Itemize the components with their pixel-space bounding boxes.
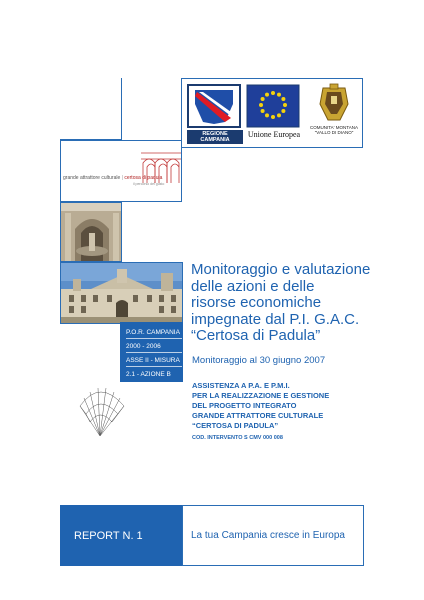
fountain-image-icon — [61, 203, 122, 262]
banner-text-3: il percorso del gusto — [133, 182, 165, 186]
programme-box — [120, 322, 183, 382]
eu-flag-icon — [246, 84, 300, 128]
programme-line-1: P.O.R. CAMPANIA — [126, 328, 182, 339]
title-line-4: impegnate dal P.I. G.A.C. — [191, 310, 360, 328]
eu-caption: Unione Europea — [247, 130, 301, 139]
assist-line-2: PER LA REALIZZAZIONE E GESTIONE — [192, 391, 330, 400]
banner-text-2: certosa di padula — [124, 175, 163, 181]
assist-code: COD. INTERVENTO S CMV 000 008 — [192, 435, 283, 441]
slogan-text: La tua Campania cresce in Europa — [191, 530, 345, 541]
title-line-3: risorse economiche — [191, 294, 322, 311]
arches-icon — [141, 145, 181, 185]
report-label: REPORT N. 1 — [74, 529, 143, 542]
comunita-logo — [306, 82, 362, 144]
comunita-caption-2: "VALLO DI DIANO" — [314, 129, 354, 135]
programme-line-3: ASSE II - MISURA — [126, 356, 182, 367]
assist-line-5: “CERTOSA DI PADULA” — [192, 421, 279, 430]
comunita-caption-1: COMUNITA' MONTANA — [310, 125, 358, 130]
regione-logo — [187, 84, 243, 142]
corner-box — [60, 78, 122, 140]
subtitle: Monitoraggio al 30 giugno 2007 — [192, 355, 326, 366]
regione-caption: REGIONE CAMPANIA — [187, 130, 243, 144]
assist-line-3: DEL PROGETTO INTEGRATO — [192, 401, 297, 410]
banner-box — [60, 140, 182, 202]
eu-logo — [246, 84, 302, 142]
fan-sketch-icon — [78, 384, 128, 438]
programme-line-4: 2.1 - AZIONE B — [126, 371, 171, 379]
fountain-photo — [60, 202, 122, 262]
banner-text-1: grande attrattore culturale — [63, 175, 121, 181]
comunita-emblem-icon — [306, 82, 362, 126]
certosa-image-icon — [61, 263, 183, 324]
footer-report — [60, 505, 182, 566]
assist-line-1: ASSISTENZA A P.A. E P.M.I. — [192, 381, 290, 390]
title-block — [191, 262, 370, 345]
banner-text: grande attrattore culturale | certosa di padula — [63, 175, 163, 181]
title-line-5: “Certosa di Padula” — [191, 327, 321, 344]
title-line-1: Monitoraggio e valutazione — [191, 261, 371, 278]
regione-campania-emblem-icon — [187, 84, 241, 128]
assist-block — [192, 381, 329, 443]
title-line-2: delle azioni e delle — [191, 277, 315, 295]
certosa-photo — [60, 262, 183, 324]
assist-line-4: GRANDE ATTRATTORE CULTURALE — [192, 411, 324, 420]
programme-line-2: 2000 - 2006 — [126, 342, 182, 353]
footer-slogan — [182, 505, 364, 566]
